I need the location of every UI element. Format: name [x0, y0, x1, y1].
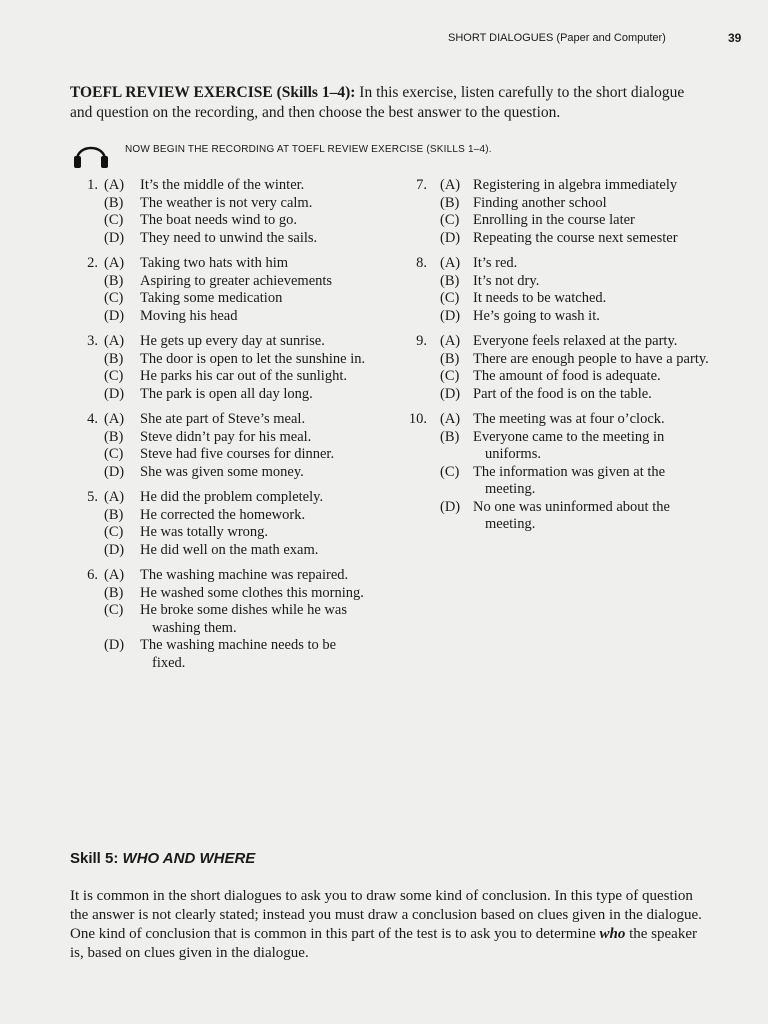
answer-option — [400, 499, 710, 534]
skill-paragraph-emphasis: who — [599, 926, 626, 942]
option-text: Everyone feels relaxed at the party. — [473, 333, 678, 349]
recording-note-text: NOW BEGIN THE RECORDING AT TOEFL REVIEW EXERCISE (SKILLS 1–4). — [125, 144, 492, 155]
option-letter: (C) — [104, 446, 124, 462]
question-number: 10. — [408, 411, 427, 427]
answer-option — [70, 386, 370, 404]
answer-option — [400, 273, 710, 291]
option-letter: (B) — [104, 584, 124, 601]
option-letter: (A) — [440, 333, 461, 349]
option-letter: (A) — [104, 411, 125, 427]
answer-option — [70, 524, 370, 542]
option-text: Finding another school — [473, 194, 607, 211]
option-letter: (D) — [440, 229, 461, 246]
option-text: He corrected the homework. — [140, 506, 306, 523]
option-letter: (B) — [104, 506, 124, 523]
option-letter: (D) — [440, 307, 461, 324]
recording-note — [70, 136, 710, 166]
option-letter: (B) — [440, 272, 460, 289]
page-number: 39 — [728, 31, 742, 45]
option-text: Part of the food is on the table. — [473, 385, 652, 402]
answer-option — [70, 507, 370, 525]
option-letter: (C) — [104, 212, 124, 228]
option-text: The park is open all day long. — [140, 385, 313, 402]
answer-option — [400, 351, 710, 369]
option-text: He did the problem completely. — [140, 489, 324, 505]
option-text: Everyone came to the meeting in uniforms. — [473, 428, 665, 462]
question-item — [400, 333, 710, 403]
answer-option — [70, 195, 370, 213]
option-text: Taking some medication — [140, 290, 283, 306]
option-letter: (B) — [104, 428, 124, 445]
question-number: 4. — [87, 411, 98, 427]
exercise-title: TOEFL REVIEW EXERCISE (Skills 1–4): — [70, 84, 356, 101]
question-item — [70, 255, 370, 325]
skill-paragraph-end: the speaker is, based on clues given in the dialogue. — [70, 926, 697, 961]
option-text: The weather is not very calm. — [140, 194, 313, 211]
skill-label: Skill 5: — [70, 850, 119, 867]
answer-option — [70, 255, 370, 273]
question-number: 9. — [416, 333, 427, 349]
option-letter: (C) — [104, 602, 124, 618]
option-text: He was totally wrong. — [140, 524, 269, 540]
option-letter: (C) — [440, 463, 460, 480]
option-text: Repeating the course next semester — [473, 229, 678, 246]
option-letter: (A) — [440, 411, 461, 427]
option-text: There are enough people to have a party. — [473, 350, 709, 367]
option-text: He gets up every day at sunrise. — [140, 333, 325, 349]
option-text: Taking two hats with him — [140, 255, 289, 271]
questions-left-column — [70, 177, 370, 680]
question-item — [70, 177, 370, 247]
option-letter: (C) — [104, 290, 124, 306]
option-text: It’s red. — [473, 255, 518, 271]
option-text: She was given some money. — [140, 463, 304, 480]
option-letter: (C) — [440, 290, 460, 306]
option-text: It’s not dry. — [473, 272, 540, 289]
option-text: The washing machine was repaired. — [140, 567, 349, 583]
skill-title: WHO AND WHERE — [122, 850, 256, 867]
answer-option — [70, 230, 370, 248]
answer-option — [70, 333, 370, 351]
questions-right-column — [400, 177, 710, 542]
answer-option — [70, 290, 370, 308]
exercise-instructions-text: In this exercise, listen carefully to the short dialogue and question on the recording, and then choose the best answer to the question. — [70, 84, 685, 121]
answer-option — [400, 255, 710, 273]
option-letter: (A) — [440, 177, 461, 193]
question-number: 7. — [416, 177, 427, 193]
skill-paragraph-start: It is common in the short dialogues to ask you to draw some kind of conclusion. In this type of question the answer is not clearly stated; instead you must draw a conclusion based on clues given in the dialogue. One kind of conclusion that is common in this part of the test is to ask you to determine — [70, 888, 702, 942]
answer-option — [70, 489, 370, 507]
option-text: Moving his head — [140, 307, 238, 324]
option-letter: (A) — [104, 567, 125, 583]
answer-option — [400, 368, 710, 386]
answer-option — [70, 585, 370, 603]
answer-option — [400, 177, 710, 195]
answer-option — [70, 308, 370, 326]
option-letter: (D) — [104, 229, 125, 246]
option-text: He’s going to wash it. — [473, 307, 600, 324]
answer-option — [70, 567, 370, 585]
option-text: Aspiring to greater achievements — [140, 272, 333, 289]
option-text: The boat needs wind to go. — [140, 212, 298, 228]
question-number: 2. — [87, 255, 98, 271]
option-letter: (B) — [104, 194, 124, 211]
question-number: 1. — [87, 177, 98, 193]
option-text: The door is open to let the sunshine in. — [140, 350, 366, 367]
option-letter: (B) — [440, 428, 460, 445]
option-text: The meeting was at four o’clock. — [473, 411, 665, 427]
answer-option — [70, 273, 370, 291]
option-letter: (D) — [104, 385, 125, 402]
option-text: The amount of food is adequate. — [473, 368, 661, 384]
question-item — [70, 333, 370, 403]
headphones-icon — [72, 136, 110, 170]
option-letter: (D) — [440, 498, 461, 515]
question-number: 5. — [87, 489, 98, 505]
answer-option — [70, 464, 370, 482]
question-item — [400, 177, 710, 247]
answer-option — [70, 212, 370, 230]
answer-option — [70, 351, 370, 369]
option-text: He parks his car out of the sunlight. — [140, 368, 347, 384]
answer-option — [70, 637, 370, 672]
option-text: It’s the middle of the winter. — [140, 177, 305, 193]
option-letter: (C) — [440, 368, 460, 384]
question-item — [70, 489, 370, 559]
option-text: Steve had five courses for dinner. — [140, 446, 335, 462]
option-letter: (D) — [104, 463, 125, 480]
answer-option — [400, 230, 710, 248]
answer-option — [70, 429, 370, 447]
option-letter: (B) — [440, 194, 460, 211]
answer-option — [70, 602, 370, 637]
option-text: He washed some clothes this morning. — [140, 584, 364, 601]
question-item — [70, 411, 370, 481]
option-letter: (D) — [104, 637, 125, 653]
answer-option — [400, 308, 710, 326]
option-text: Registering in algebra immediately — [473, 177, 678, 193]
option-text: He broke some dishes while he was washing them. — [140, 602, 347, 636]
option-letter: (B) — [104, 350, 124, 367]
option-text: They need to unwind the sails. — [140, 229, 318, 246]
question-item — [400, 411, 710, 534]
answer-option — [70, 446, 370, 464]
option-text: It needs to be watched. — [473, 290, 607, 306]
answer-option — [70, 368, 370, 386]
question-item — [70, 567, 370, 672]
option-letter: (D) — [104, 541, 125, 558]
question-number: 3. — [87, 333, 98, 349]
skill-paragraph — [70, 887, 706, 963]
answer-option — [400, 386, 710, 404]
option-text: No one was uninformed about the meeting. — [473, 498, 670, 532]
answer-option — [400, 212, 710, 230]
answer-option — [400, 333, 710, 351]
answer-option — [400, 411, 710, 429]
option-letter: (A) — [104, 333, 125, 349]
option-letter: (C) — [440, 212, 460, 228]
answer-option — [400, 195, 710, 213]
skill-heading — [70, 850, 255, 867]
option-text: Steve didn’t pay for his meal. — [140, 428, 312, 445]
running-head: SHORT DIALOGUES (Paper and Computer) — [448, 32, 666, 44]
exercise-instructions — [70, 83, 710, 123]
option-text: The information was given at the meeting. — [473, 463, 666, 497]
answer-option — [70, 542, 370, 560]
option-text: The washing machine needs to be fixed. — [140, 637, 337, 671]
option-text: Enrolling in the course later — [473, 212, 635, 228]
answer-option — [70, 411, 370, 429]
answer-option — [400, 290, 710, 308]
option-letter: (C) — [104, 524, 124, 540]
question-item — [400, 255, 710, 325]
option-letter: (A) — [104, 255, 125, 271]
option-letter: (A) — [104, 177, 125, 193]
question-number: 8. — [416, 255, 427, 271]
option-letter: (D) — [440, 385, 461, 402]
question-number: 6. — [87, 567, 98, 583]
option-letter: (A) — [104, 489, 125, 505]
option-letter: (A) — [440, 255, 461, 271]
answer-option — [400, 429, 710, 464]
option-letter: (B) — [104, 272, 124, 289]
option-text: She ate part of Steve’s meal. — [140, 411, 306, 427]
option-text: He did well on the math exam. — [140, 541, 319, 558]
option-letter: (C) — [104, 368, 124, 384]
option-letter: (D) — [104, 307, 125, 324]
answer-option — [400, 464, 710, 499]
option-letter: (B) — [440, 350, 460, 367]
answer-option — [70, 177, 370, 195]
